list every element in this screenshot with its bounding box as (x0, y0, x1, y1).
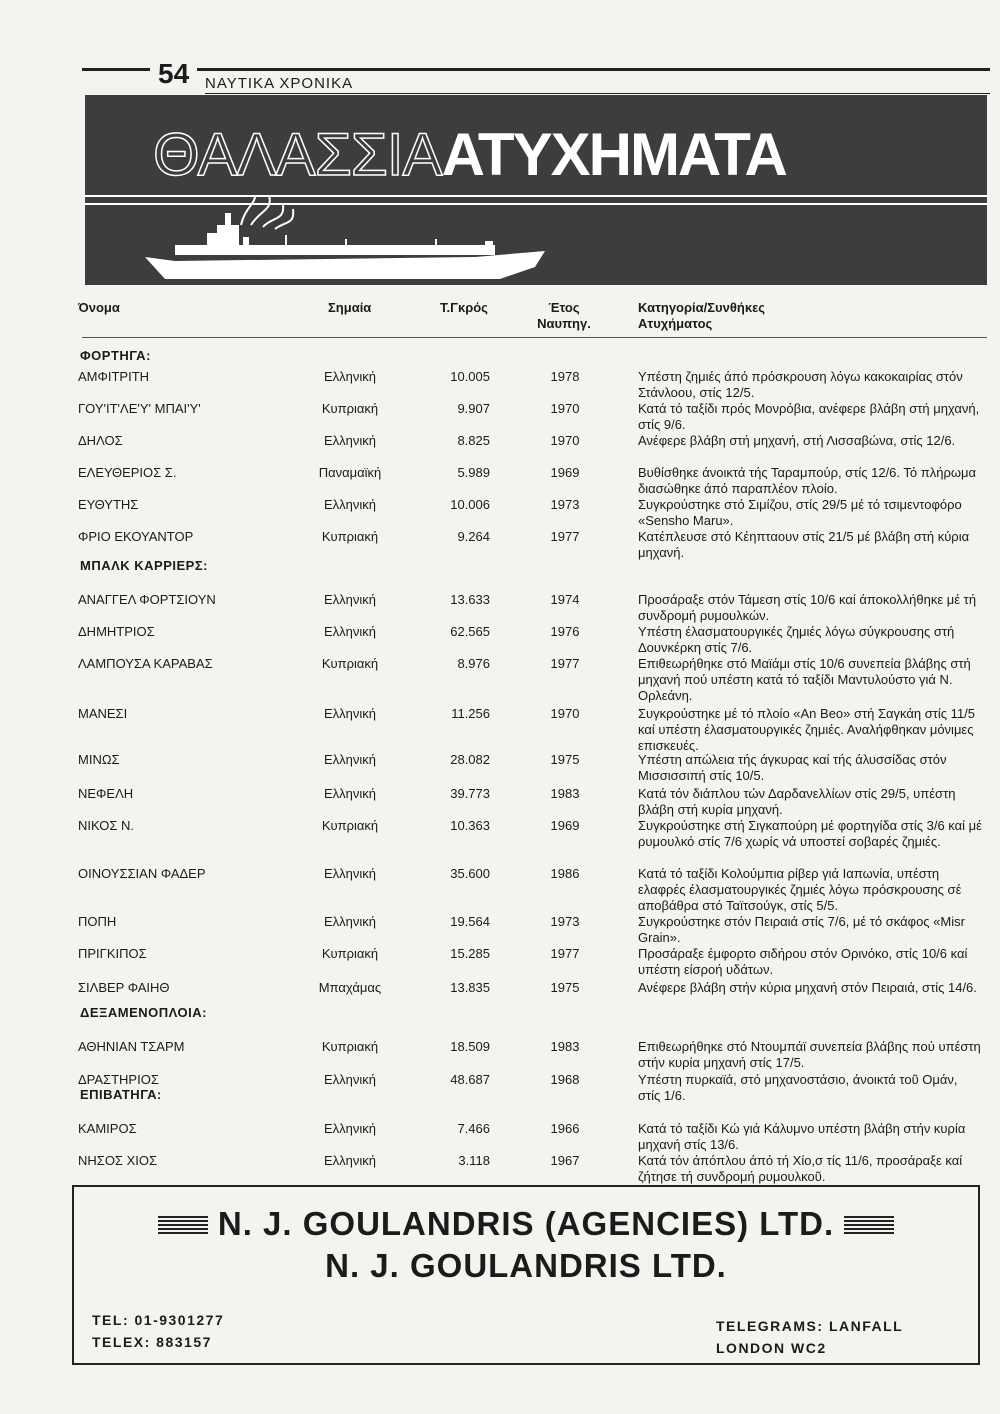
ship-name: ΛΑΜΠΟΥΣΑ ΚΑΡΑΒΑΣ (78, 656, 213, 671)
ship-name: ΕΛΕΥΘΕΡΙΟΣ Σ. (78, 465, 177, 480)
ship-name: ΔΡΑΣΤΗΡΙΟΣ (78, 1072, 159, 1087)
page-number: 54 (150, 58, 197, 90)
ship-flag: Ελληνική (323, 369, 377, 384)
banner-title (153, 123, 786, 187)
ship-tonnage: 10.006 (450, 497, 490, 512)
ship-name: ΜΙΝΩΣ (78, 752, 120, 767)
ship-flag: Ελληνική (323, 1153, 377, 1168)
ship-tonnage: 10.363 (450, 818, 490, 833)
ship-name: ΚΑΜΙΡΟΣ (78, 1121, 137, 1136)
accident-description: Συγκρούστηκε στή Σιγκαπούρη μέ φορτηγίδα στίς 3/6 καί μέ ρυμουλκό στίς 7/6 χωρίς νά υποστεί σοβαρές ζημιές. (638, 818, 982, 849)
ship-name: ΓΟΥ'ΙΤ'ΛΕ'Υ' ΜΠΑΙ'Υ' (78, 401, 201, 416)
ship-year: 1970 (550, 401, 580, 416)
burning-ship-icon (145, 195, 575, 285)
ship-tonnage: 7.466 (457, 1121, 490, 1136)
ship-flag: Ελληνική (323, 592, 377, 607)
ship-name: ΑΜΦΙΤΡΙΤΗ (78, 369, 150, 384)
ship-flag: Κυπριακή (321, 818, 379, 833)
accident-description: Βυθίσθηκε άνοικτά τής Ταραμπούρ, στίς 12/6. Τό πλήρωμα διασώθηκε άπό παραπλέον πλοίο. (638, 465, 976, 496)
ship-tonnage: 11.256 (451, 706, 490, 721)
banner-title-bold: ΑΤΥΧΗΜΑΤΑ (441, 121, 786, 188)
ship-tonnage: 3.118 (458, 1153, 490, 1168)
ship-year: 1969 (550, 465, 580, 480)
accident-description: Υπέστη ζημιές άπό πρόσκρουση λόγω κακοκαιρίας στόν Στάνλοου, στίς 12/5. (638, 369, 963, 400)
ship-flag: Ελληνική (323, 1072, 377, 1087)
accident-description: Κατά τό ταξίδι Κώ γιά Κάλυμνο υπέστη βλάβη στήν κυρία μηχανή στίς 13/6. (638, 1121, 966, 1152)
ad-tel: TEL: 01-9301277 (92, 1312, 225, 1328)
accident-description: Προσάραξε έμφορτο σιδήρου στόν Ορινόκο, στίς 10/6 καί υπέστη είσροή υδάτων. (638, 946, 968, 977)
section-heading: ΔΕΞΑΜΕΝΟΠΛΟΙΑ: (80, 1005, 207, 1020)
ship-name: ΑΘΗΝΙΑΝ ΤΣΑΡΜ (78, 1039, 185, 1054)
ship-flag: Ελληνική (323, 866, 377, 881)
ad-contacts-left (92, 1309, 224, 1353)
ship-year: 1973 (550, 497, 580, 512)
ship-tonnage: 13.835 (450, 980, 490, 995)
accident-description: Ανέφερε βλάβη στήν κύρια μηχανή στόν Πειραιά, στίς 14/6. (638, 980, 977, 995)
banner-title-light: ΘΑΛΑΣΣΙΑ (153, 121, 442, 188)
ship-tonnage: 35.600 (450, 866, 490, 881)
column-header-category: Κατηγορία/Συνθήκες Ατυχήματος (638, 300, 765, 331)
ship-year: 1977 (550, 529, 580, 544)
magazine-name: ΝΑΥΤΙΚΑ ΧΡΟΝΙΚΑ (205, 75, 354, 92)
ship-flag: Παναμαϊκή (318, 465, 382, 480)
decor-bars-icon (844, 1216, 894, 1236)
ship-name: ΝΙΚΟΣ Ν. (78, 818, 135, 833)
ship-name: ΕΥΘΥΤΗΣ (78, 497, 139, 512)
ship-flag: Μπαχάμας (318, 980, 382, 995)
ad-company-ltd: N. J. GOULANDRIS LTD. (325, 1247, 727, 1284)
ad-company-agencies: N. J. GOULANDRIS (AGENCIES) LTD. (217, 1205, 835, 1242)
accident-description: Προσάραξε στόν Τάμεση στίς 10/6 καί άποκολλήθηκε μέ τή συνδρομή ρυμουλκών. (638, 592, 977, 623)
ship-name: ΟΙΝΟΥΣΣΙΑΝ ΦΑΔΕΡ (78, 866, 206, 881)
column-header-flag: Σημαία (328, 300, 372, 315)
ship-flag: Ελληνική (323, 433, 377, 448)
ship-tonnage: 39.773 (450, 786, 490, 801)
ship-tonnage: 13.633 (450, 592, 490, 607)
section-heading: ΜΠΑΛΚ ΚΑΡΡΙΕΡΣ: (80, 558, 208, 573)
ship-name: ΦΡΙΟ ΕΚΟΥΑΝΤΟΡ (78, 529, 194, 544)
accident-description: Συγκρούστηκε στό Σιμίζου, στίς 29/5 μέ τό τσιμεντοφόρο «Sensho Maru». (638, 497, 962, 528)
section-heading: ΦΟΡΤΗΓΑ: (80, 348, 151, 363)
ship-tonnage: 8.825 (457, 433, 490, 448)
section-heading: ΕΠΙΒΑΤΗΓΑ: (80, 1087, 162, 1102)
ad-telex: TELEX: 883157 (92, 1334, 212, 1350)
accident-description: Υπέστη απώλεια τής άγκυρας καί τής άλυσσίδας στόν Μισσισσιπή στίς 10/5. (638, 752, 947, 783)
accident-description: Επιθεωρήθηκε στό Μαϊάμι στίς 10/6 συνεπεία βλάβης στή μηχανή πού υπέστη κατά τό ταξίδι Μαντυλούστο γιά Ν. Ορλεάνη. (638, 656, 971, 703)
ship-name: ΠΡΙΓΚΙΠΟΣ (78, 946, 147, 961)
ship-year: 1973 (550, 914, 580, 929)
accident-description: Υπέστη πυρκαϊά, στό μηχανοστάσιο, άνοικτά τοῦ Ομάν, στίς 1/6. (638, 1072, 958, 1103)
ship-tonnage: 9.264 (457, 529, 490, 544)
ship-year: 1983 (550, 1039, 580, 1054)
ship-year: 1969 (550, 818, 580, 833)
ship-name: ΑΝΑΓΓΕΛ ΦΟΡΤΣΙΟΥΝ (78, 592, 216, 607)
ad-contacts-right (716, 1315, 903, 1359)
ship-year: 1978 (550, 369, 580, 384)
ship-tonnage: 8.976 (457, 656, 490, 671)
ship-year: 1976 (550, 624, 580, 639)
column-header-tonnage: Τ.Γκρός (440, 300, 488, 315)
ship-year: 1970 (550, 706, 580, 721)
accident-description: Κατά τόν άπόπλου άπό τή Χίο,σ τίς 11/6, προσάραξε καί ζήτησε τή συνδρομή ρυμουλκοῦ. (638, 1153, 963, 1184)
ship-flag: Κυπριακή (321, 946, 379, 961)
accident-description: Ανέφερε βλάβη στή μηχανή, στή Λισσαβώνα, στίς 12/6. (638, 433, 956, 448)
ship-flag: Κυπριακή (321, 529, 379, 544)
ship-flag: Κυπριακή (321, 1039, 379, 1054)
decor-bars-icon (158, 1216, 208, 1236)
accident-description: Κατά τόν διάπλου τών Δαρδανελλίων στίς 29/5, υπέστη βλάβη στή κυρία μηχανή. (638, 786, 956, 817)
ship-tonnage: 28.082 (450, 752, 490, 767)
ship-flag: Ελληνική (323, 786, 377, 801)
ad-line-1 (74, 1205, 978, 1243)
accident-description: Υπέστη έλασματουργικές ζημιές λόγω σύγκρουσης στή Δουνκέρκη στίς 7/6. (638, 624, 955, 655)
column-header-year: Έτος Ναυπηγ. (537, 300, 591, 331)
ship-year: 1977 (550, 656, 580, 671)
ship-tonnage: 62.565 (450, 624, 490, 639)
ad-telegrams: TELEGRAMS: LANFALL (716, 1318, 904, 1334)
accident-description: Κατά τό ταξίδι πρός Μονρόβια, ανέφερε βλάβη στή μηχανή, στίς 9/6. (638, 401, 980, 432)
title-banner (85, 95, 987, 285)
ship-tonnage: 48.687 (450, 1072, 490, 1087)
ship-flag: Ελληνική (323, 914, 377, 929)
ship-year: 1983 (550, 786, 580, 801)
ship-flag: Ελληνική (323, 624, 377, 639)
ship-year: 1968 (550, 1072, 580, 1087)
accident-description: Κατέπλευσε στό Κέηπταουν στίς 21/5 μέ βλάβη στή κύρια μηχανή. (638, 529, 970, 560)
ship-name: ΔΗΜΗΤΡΙΟΣ (78, 624, 155, 639)
ship-year: 1975 (550, 980, 580, 995)
ship-flag: Ελληνική (323, 1121, 377, 1136)
ship-name: ΠΟΠΗ (78, 914, 117, 929)
ship-year: 1975 (550, 752, 580, 767)
ship-flag: Ελληνική (323, 706, 377, 721)
ship-year: 1986 (550, 866, 580, 881)
accident-description: Κατά τό ταξίδι Κολούμπια ρίβερ γιά Ιαπωνία, υπέστη ελαφρές έλασματουργικές ζημιές λόγω πρόσκρουσης σέ αποβάθρα στό Ταϊτσούγκ, στίς 5/5. (638, 866, 962, 913)
ad-address: LONDON WC2 (716, 1340, 827, 1356)
ship-year: 1967 (550, 1153, 580, 1168)
column-header-name: Όνομα (78, 300, 120, 315)
ship-tonnage: 15.285 (450, 946, 490, 961)
accident-description: Συγκρούστηκε μέ τό πλοίο «An Beo» στή Σαγκάη στίς 11/5 καί υπέστη έλασματουργικές ζημιές. Αναλήφθηκαν μόνιμες επισκευές. (638, 706, 976, 753)
ship-year: 1974 (550, 592, 580, 607)
header-rule-thin (205, 93, 990, 94)
ship-name: ΔΗΛΟΣ (78, 433, 123, 448)
ship-tonnage: 19.564 (450, 914, 490, 929)
ship-flag: Ελληνική (323, 752, 377, 767)
goulandris-ad (72, 1185, 980, 1365)
ship-year: 1970 (550, 433, 580, 448)
header-rule (82, 68, 990, 71)
ship-flag: Κυπριακή (321, 656, 379, 671)
ship-flag: Κυπριακή (321, 401, 379, 416)
ship-name: ΝΗΣΟΣ ΧΙΟΣ (78, 1153, 158, 1168)
accident-description: Επιθεωρήθηκε στό Ντουμπάϊ συνεπεία βλάβης πού υπέστη στήν κυρία μηχανή στίς 17/5. (638, 1039, 981, 1070)
ship-tonnage: 5.989 (457, 465, 490, 480)
ship-name: ΝΕΦΕΛΗ (78, 786, 134, 801)
accident-description: Συγκρούστηκε στόν Πειραιά στίς 7/6, μέ τό σκάφος «Misr Grain». (638, 914, 965, 945)
ship-year: 1977 (550, 946, 580, 961)
ship-year: 1966 (550, 1121, 580, 1136)
header-divider (82, 337, 987, 338)
ship-tonnage: 18.509 (450, 1039, 490, 1054)
ship-flag: Ελληνική (323, 497, 377, 512)
ship-tonnage: 9.907 (457, 401, 490, 416)
ship-name: ΣΙΛΒΕΡ ΦΑΙΗΘ (78, 980, 170, 995)
ship-name: ΜΑΝΕΣΙ (78, 706, 128, 721)
ship-tonnage: 10.005 (450, 369, 490, 384)
